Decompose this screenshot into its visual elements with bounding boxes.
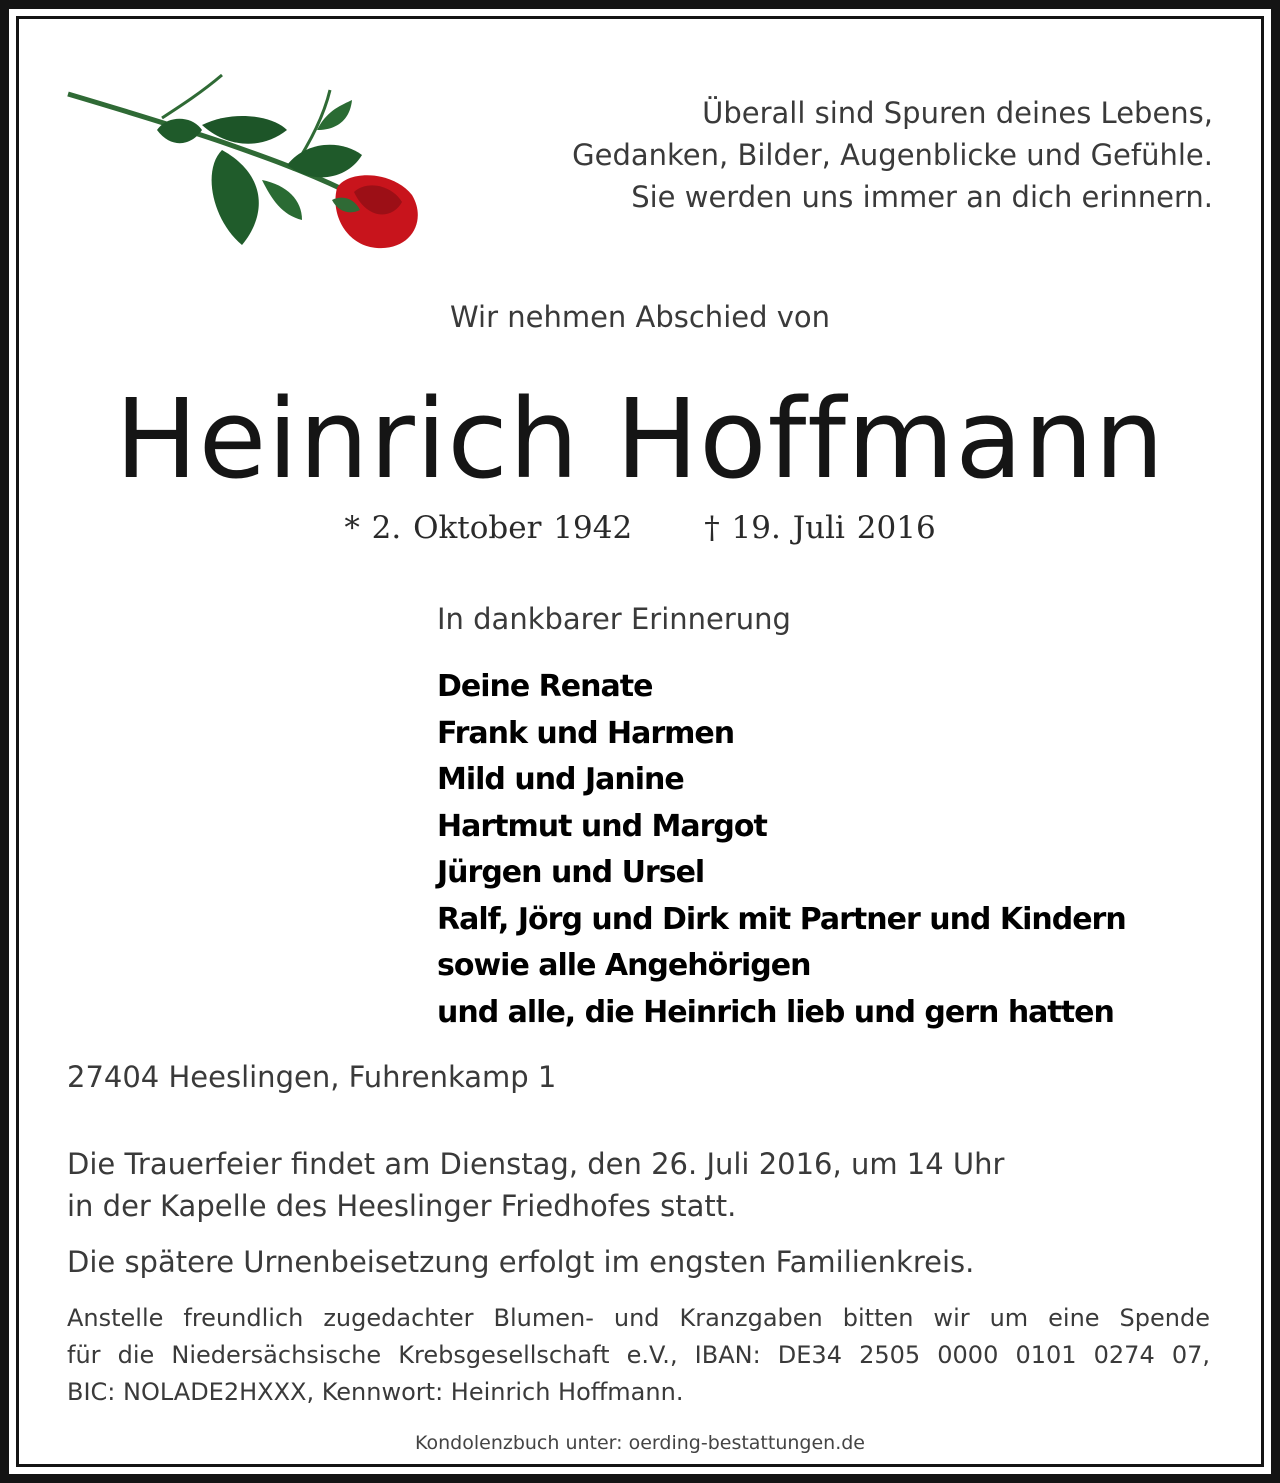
family-member: und alle, die Heinrich lieb und gern hatten [437, 994, 1114, 1030]
poem-line: Gedanken, Bilder, Augenblicke und Gefühle. [572, 138, 1213, 172]
family-list [437, 664, 1126, 1036]
urn-burial-info: Die spätere Urnenbeisetzung erfolgt im engsten Familienkreis. [67, 1245, 975, 1279]
family-member: Hartmut und Margot [437, 808, 767, 844]
poem-line: Überall sind Spuren deines Lebens, [702, 96, 1213, 130]
rose-icon [62, 70, 424, 260]
donation-line: für die Niedersächsische Krebsgesellschaft e.V., IBAN: DE34 2505 0000 0101 0274 07, [67, 1341, 1210, 1369]
donation-request [67, 1300, 1210, 1411]
family-member: Jürgen und Ursel [437, 855, 705, 890]
death-date: † 19. Juli 2016 [704, 510, 936, 546]
service-line: in der Kapelle des Heeslinger Friedhofes statt. [67, 1189, 737, 1223]
life-dates [0, 510, 1280, 546]
family-member: Frank und Harmen [437, 715, 735, 751]
condolence-link[interactable]: Kondolenzbuch unter: oerding-bestattungen.de [414, 1432, 866, 1454]
address: 27404 Heeslingen, Fuhrenkamp 1 [67, 1060, 557, 1094]
family-member: Deine Renate [437, 669, 653, 704]
poem-line: Sie werden uns immer an dich erinnern. [631, 180, 1213, 214]
birth-date: * 2. Oktober 1942 [344, 510, 633, 546]
deceased-name: Heinrich Hoffmann [114, 375, 1166, 503]
poem [572, 92, 1213, 218]
funeral-service-info [67, 1143, 1004, 1227]
service-line: Die Trauerfeier findet am Dienstag, den 26. Juli 2016, um 14 Uhr [67, 1147, 1005, 1181]
farewell-intro: Wir nehmen Abschied von [449, 300, 831, 334]
donation-line: Anstelle freundlich zugedachter Blumen- und Kranzgaben bitten wir um eine Spende [67, 1304, 1210, 1332]
donation-line: BIC: NOLADE2HXXX, Kennwort: Heinrich Hoffmann. [67, 1378, 684, 1406]
family-member: Ralf, Jörg und Dirk mit Partner und Kindern [437, 901, 1126, 937]
family-member: Mild und Janine [437, 762, 684, 797]
memory-line: In dankbarer Erinnerung [437, 602, 791, 636]
family-member: sowie alle Angehörigen [437, 948, 811, 983]
